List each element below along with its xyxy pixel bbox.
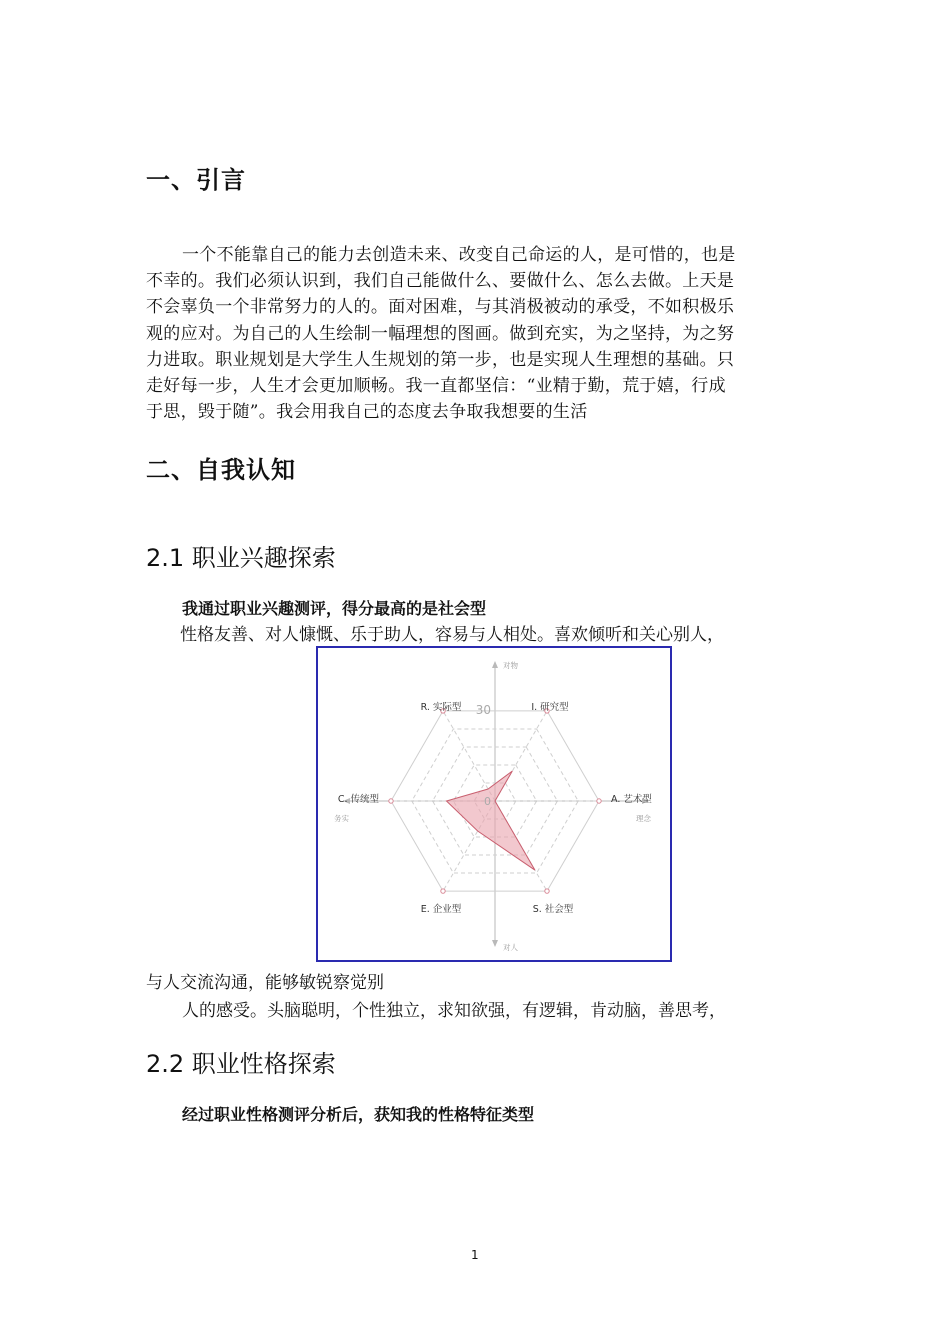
interest-description-line: 性格友善、对人慷慨、乐于助人，容易与人相处。喜欢倾听和关心别人， (180, 625, 724, 645)
interest-radar-chart (316, 646, 672, 962)
axis-label-bottom: 对人 (503, 943, 518, 952)
radar-vertex-marker (441, 889, 445, 893)
radar-svg (318, 648, 670, 960)
intro-paragraph (146, 242, 806, 425)
page-number: 1 (471, 1248, 479, 1262)
radar-category-label: A. 艺术型 (611, 794, 652, 805)
axis-label-left: 务实 (334, 814, 349, 823)
interest-result-line: 我通过职业兴趣测评，得分最高的是社会型 (182, 599, 487, 618)
section-heading-self-awareness: 二、自我认知 (146, 456, 296, 484)
radar-category-label: I. 研究型 (531, 702, 569, 713)
personality-result-line: 经过职业性格测评分析后，获知我的性格特征类型 (182, 1105, 535, 1124)
interest-description-line: 与人交流沟通，能够敏锐察觉别 (146, 973, 384, 993)
axis-label-right: 理念 (636, 814, 651, 823)
radar-category-label: C. 传统型 (337, 794, 379, 805)
intro-line: 不幸的。我们必须认识到，我们自己能做什么、要做什么、怎么去做。上天是 (146, 271, 735, 292)
intro-line: 一个不能靠自己的能力去创造未来、改变自己命运的人，是可惜的，也是 (182, 245, 736, 265)
axis-arrow-down (492, 940, 498, 947)
interest-description-line: 人的感受。头脑聪明，个性独立，求知欲强，有逻辑，肯动脑，善思考， (182, 1001, 726, 1021)
section-heading-intro: 一、引言 (146, 166, 246, 194)
intro-line: 于思，毁于随”。我会用我自己的态度去争取我想要的生活 (146, 402, 588, 423)
intro-line: 观的应对。为自己的人生绘制一幅理想的图画。做到充实，为之坚持，为之努 (146, 323, 735, 344)
radar-tick-label: 30 (475, 703, 491, 717)
radar-category-label: S. 社会型 (532, 904, 574, 915)
subsection-heading-interest: 2.1 职业兴趣探索 (146, 544, 336, 572)
intro-line: 不会辜负一个非常努力的人的。面对困难，与其消极被动的承受，不如积极乐 (146, 297, 735, 318)
radar-category-label: R. 实际型 (420, 702, 462, 713)
axis-label-top: 对物 (503, 661, 518, 670)
radar-vertex-marker (545, 889, 549, 893)
intro-line: 走好每一步，人生才会更加顺畅。我一直都坚信：“业精于勤，荒于嬉，行成 (146, 376, 726, 397)
radar-vertex-marker (597, 799, 601, 803)
radar-category-label: E. 企业型 (420, 904, 462, 915)
intro-line: 力进取。职业规划是大学生人生规划的第一步，也是实现人生理想的基础。只 (146, 349, 735, 370)
radar-vertex-marker (389, 799, 393, 803)
subsection-heading-personality: 2.2 职业性格探索 (146, 1050, 336, 1078)
radar-spoke (443, 711, 495, 801)
radar-data-area (446, 771, 534, 870)
radar-tick-label: 0 (484, 795, 491, 808)
axis-arrow-up (492, 661, 498, 668)
